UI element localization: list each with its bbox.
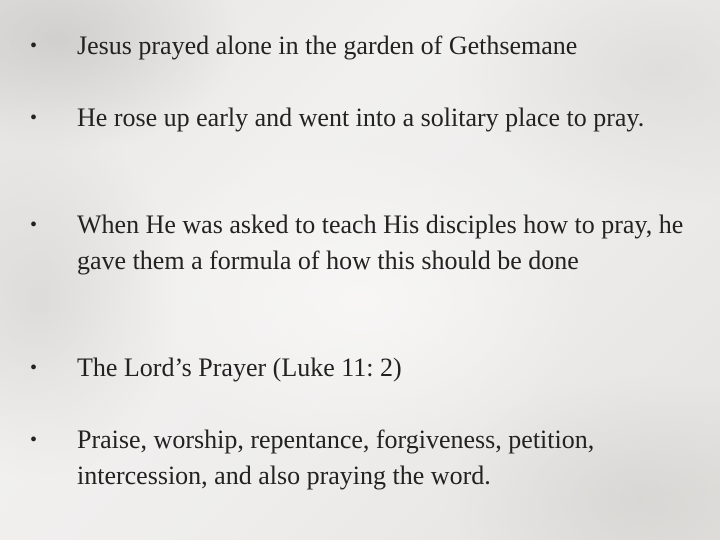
bullet-text: The Lord’s Prayer (Luke 11: 2) [77,353,402,382]
bullet-text: Jesus prayed alone in the garden of Gethsemane [77,31,578,60]
bullet-text: Praise, worship, repentance, forgiveness, petition, intercession, and also praying the word. [77,425,595,490]
bullet-text: When He was asked to teach His disciples how to pray, he gave them a formula of how this should be done [77,210,684,275]
bullet-dot-icon: • [30,107,38,129]
bullet-dot-icon: • [30,357,38,379]
bullet-text: He rose up early and went into a solitary place to pray. [77,103,645,132]
bullet-item [30,422,690,494]
bullet-item [30,207,690,279]
bullet-item [30,28,690,64]
bullet-dot-icon: • [30,429,38,451]
bullet-dot-icon: • [30,35,38,57]
bullet-item [30,350,690,386]
bullet-item [30,100,690,136]
bullet-dot-icon: • [30,214,38,236]
